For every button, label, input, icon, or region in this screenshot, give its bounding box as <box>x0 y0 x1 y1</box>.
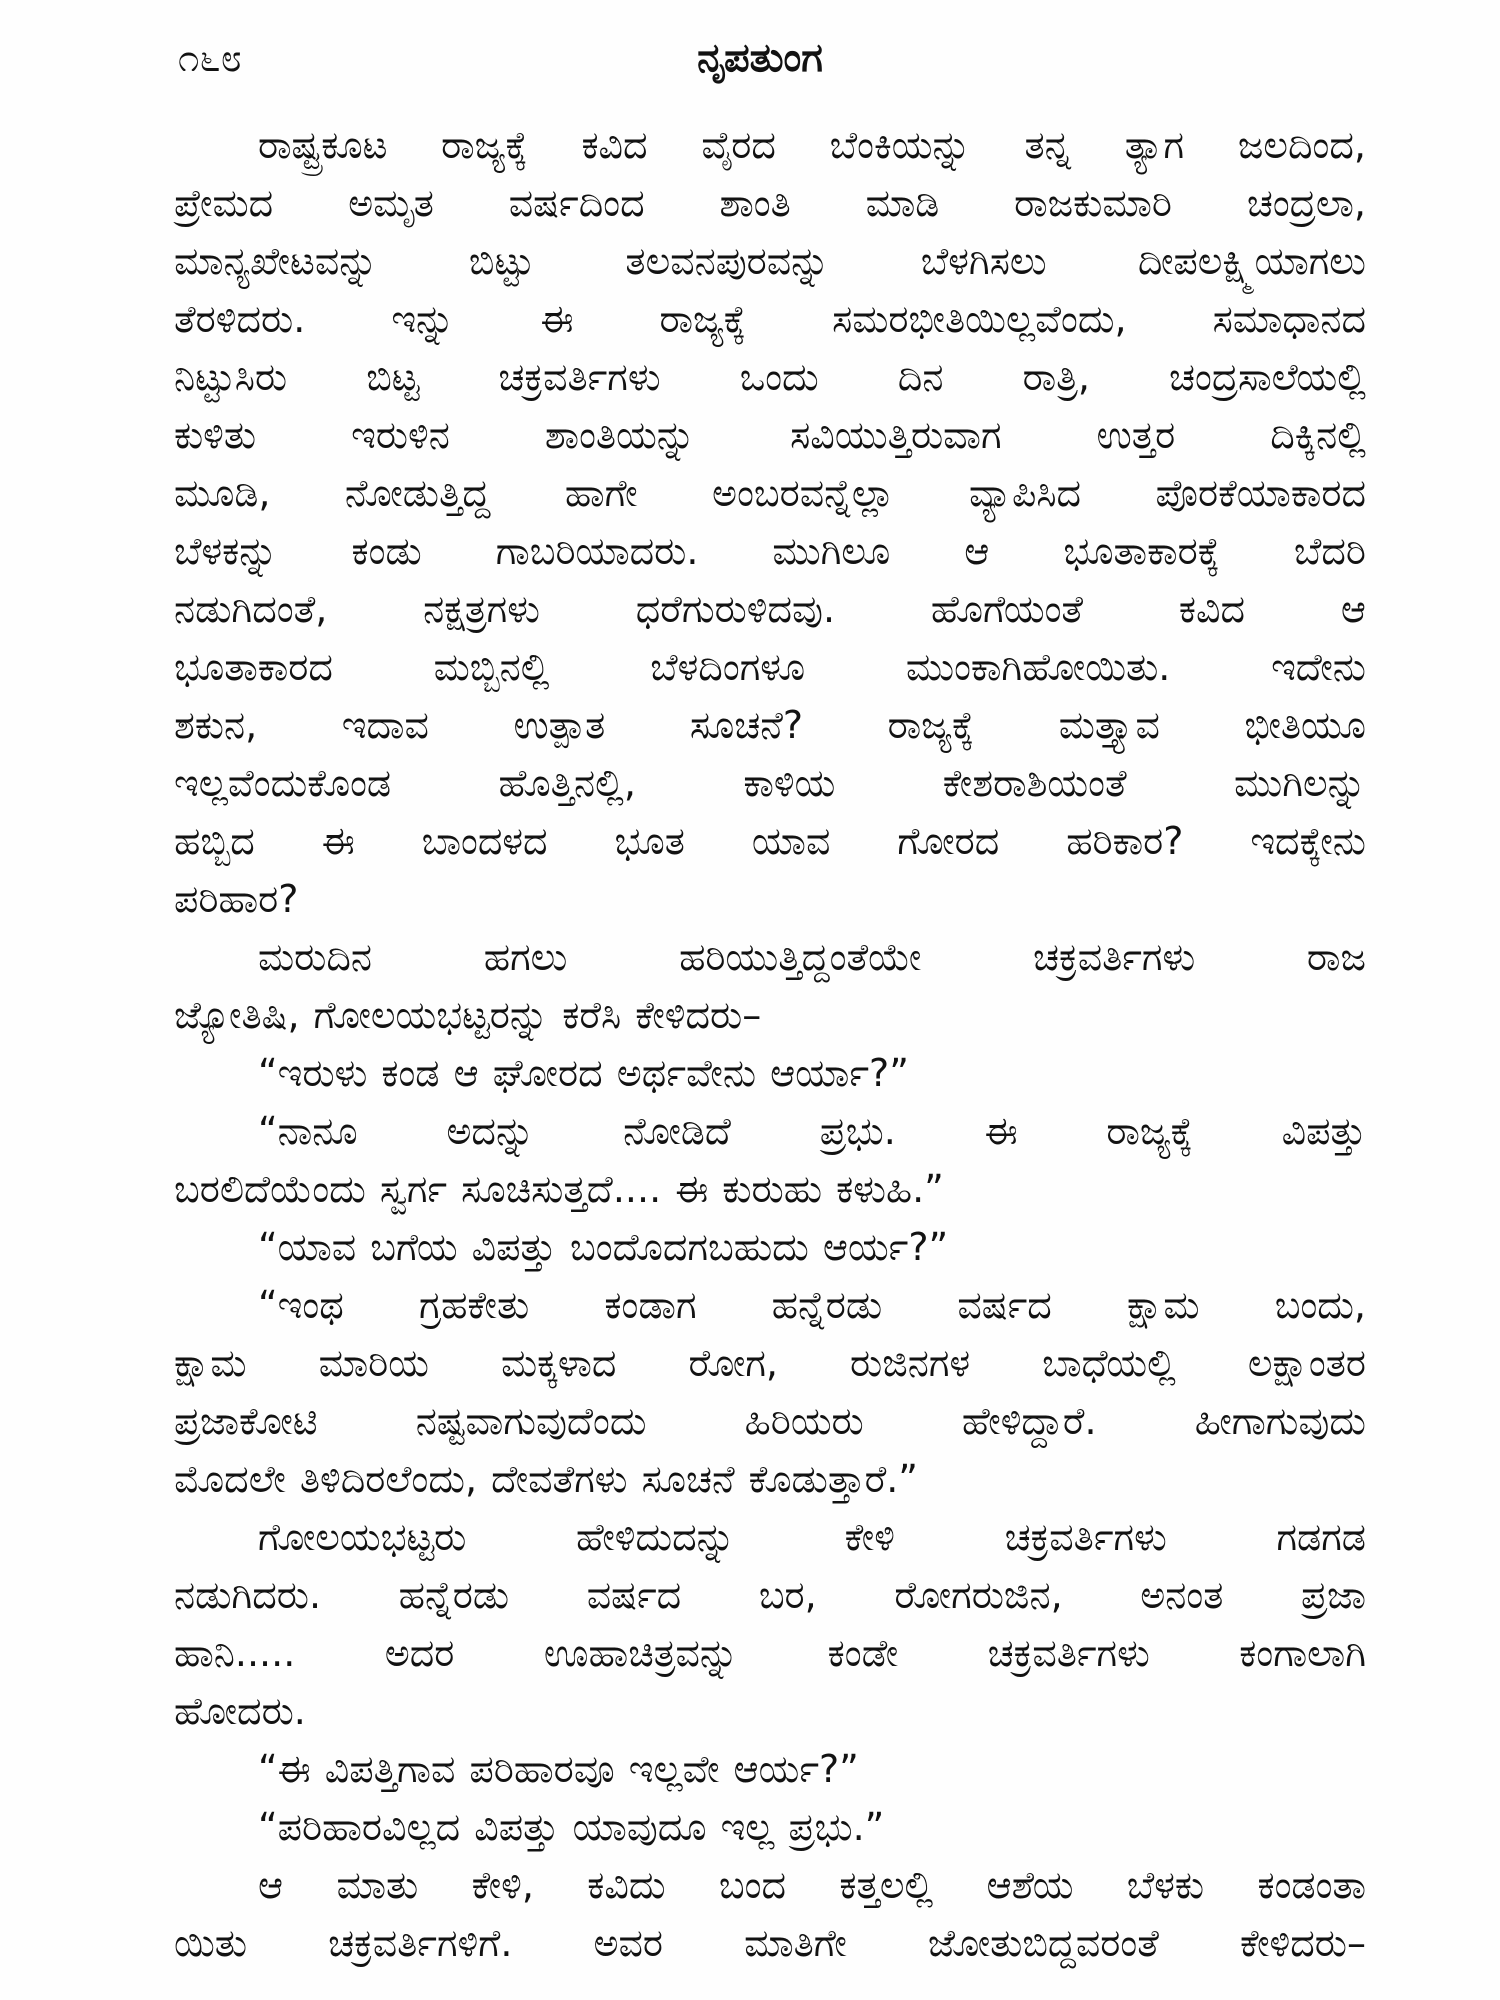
text-line: “ಇಂಥ ಗ್ರಹಕೇತು ಕಂಡಾಗ ಹನ್ನೆರಡು ವರ್ಷದ ಕ್ಷಾಮ ಬಂದು, <box>258 1283 1366 1327</box>
text-line: “ಈ ವಿಪತ್ತಿಗಾವ ಪರಿಹಾರವೂ ಇಲ್ಲವೇ ಆರ್ಯ?” <box>258 1747 859 1791</box>
text-line: ಹಾನಿ..... ಅದರ ಊಹಾಚಿತ್ರವನ್ನು ಕಂಡೇ ಚಕ್ರವರ್ತಿಗಳು ಕಂಗಾಲಾಗಿ <box>174 1631 1366 1675</box>
paragraph <box>174 1856 1366 1972</box>
running-title: ನೃಪತುಂಗ <box>697 35 823 81</box>
dialogue-paragraph <box>174 1740 1366 1798</box>
dialogue-paragraph <box>174 1276 1366 1508</box>
text-line: ಇಲ್ಲವೆಂದುಕೊಂಡ ಹೊತ್ತಿನಲ್ಲಿ, ಕಾಳಿಯ ಕೇಶರಾಶಿಯಂತೆ ಮುಗಿಲನ್ನು <box>174 761 1366 805</box>
text-line: “ನಾನೂ ಅದನ್ನು ನೋಡಿದೆ ಪ್ರಭು. ಈ ರಾಜ್ಯಕ್ಕೆ ವಿಪತ್ತು <box>258 1109 1366 1153</box>
paragraph <box>174 116 1366 928</box>
dialogue-paragraph <box>174 1798 1366 1856</box>
paragraph <box>174 928 1366 1044</box>
text-line: ನಿಟ್ಟುಸಿರು ಬಿಟ್ಟ ಚಕ್ರವರ್ತಿಗಳು ಒಂದು ದಿನ ರಾತ್ರಿ, ಚಂದ್ರಸಾಲೆಯಲ್ಲಿ <box>174 355 1366 399</box>
text-line: ಮಾನ್ಯಖೇಟವನ್ನು ಬಿಟ್ಟು ತಲವನಪುರವನ್ನು ಬೆಳಗಿಸಲು ದೀಪಲಕ್ಷ್ಮಿಯಾಗಲು <box>174 239 1366 283</box>
text-line: ಭೂತಾಕಾರದ ಮಬ್ಬಿನಲ್ಲಿ ಬೆಳದಿಂಗಳೂ ಮುಂಕಾಗಿಹೋಯಿತು. ಇದೇನು <box>174 645 1366 689</box>
text-line: “ಪರಿಹಾರವಿಲ್ಲದ ವಿಪತ್ತು ಯಾವುದೂ ಇಲ್ಲ ಪ್ರಭು.” <box>258 1805 885 1849</box>
paragraph <box>174 1508 1366 1740</box>
text-line: ಪರಿಹಾರ? <box>174 877 299 921</box>
text-line: ನಡುಗಿದರು. ಹನ್ನೆರಡು ವರ್ಷದ ಬರ, ರೋಗರುಜಿನ, ಅನಂತ ಪ್ರಜಾ <box>174 1573 1366 1617</box>
text-line: ಬೆಳಕನ್ನು ಕಂಡು ಗಾಬರಿಯಾದರು. ಮುಗಿಲೂ ಆ ಭೂತಾಕಾರಕ್ಕೆ ಬೆದರಿ <box>174 529 1366 573</box>
text-line: ಮೊದಲೇ ತಿಳಿದಿರಲೆಂದು, ದೇವತೆಗಳು ಸೂಚನೆ ಕೊಡುತ್ತಾರೆ.” <box>174 1457 918 1501</box>
text-line: ಬರಲಿದೆಯೆಂದು ಸ್ವರ್ಗ ಸೂಚಿಸುತ್ತದೆ.... ಈ ಕುರುಹು ಕಳುಹಿ.” <box>174 1167 944 1211</box>
text-line: ಪ್ರೇಮದ ಅಮೃತ ವರ್ಷದಿಂದ ಶಾಂತಿ ಮಾಡಿ ರಾಜಕುಮಾರಿ ಚಂದ್ರಲಾ, <box>174 181 1366 225</box>
text-line: ಮರುದಿನ ಹಗಲು ಹರಿಯುತ್ತಿದ್ದಂತೆಯೇ ಚಕ್ರವರ್ತಿಗಳು ರಾಜ <box>258 935 1366 979</box>
text-line: ಮೂಡಿ, ನೋಡುತ್ತಿದ್ದ ಹಾಗೇ ಅಂಬರವನ್ನೆಲ್ಲಾ ವ್ಯಾಪಿಸಿದ ಪೊರಕೆಯಾಕಾರದ <box>174 471 1366 515</box>
dialogue-paragraph <box>174 1044 1366 1102</box>
text-line: ಆ ಮಾತು ಕೇಳಿ, ಕವಿದು ಬಂದ ಕತ್ತಲಲ್ಲಿ ಆಶೆಯ ಬೆಳಕು ಕಂಡಂತಾ <box>258 1863 1366 1907</box>
text-line: “ಇರುಳು ಕಂಡ ಆ ಘೋರದ ಅರ್ಥವೇನು ಆರ್ಯಾ?” <box>258 1051 909 1095</box>
text-line: ಶಕುನ, ಇದಾವ ಉತ್ಪಾತ ಸೂಚನೆ? ರಾಜ್ಯಕ್ಕೆ ಮತ್ತ್ಯಾವ ಭೀತಿಯೂ <box>174 703 1366 747</box>
text-line: ಕುಳಿತು ಇರುಳಿನ ಶಾಂತಿಯನ್ನು ಸವಿಯುತ್ತಿರುವಾಗ ಉತ್ತರ ದಿಕ್ಕಿನಲ್ಲಿ <box>174 413 1366 457</box>
text-line: ಹೋದರು. <box>174 1689 306 1733</box>
text-line: ಕ್ಷಾಮ ಮಾರಿಯ ಮಕ್ಕಳಾದ ರೋಗ, ರುಜಿನಗಳ ಬಾಧೆಯಲ್ಲಿ ಲಕ್ಷಾಂತರ <box>174 1341 1366 1385</box>
dialogue-paragraph <box>174 1102 1366 1218</box>
text-line: ಪ್ರಜಾಕೋಟಿ ನಷ್ಟವಾಗುವುದೆಂದು ಹಿರಿಯರು ಹೇಳಿದ್ದಾರೆ. ಹೀಗಾಗುವುದು <box>174 1399 1366 1443</box>
text-line: ಜ್ಯೋತಿಷಿ, ಗೋಲಯಭಟ್ಟರನ್ನು ಕರೆಸಿ ಕೇಳಿದರು– <box>174 993 762 1037</box>
body-text <box>174 116 1366 1972</box>
text-line: “ಯಾವ ಬಗೆಯ ವಿಪತ್ತು ಬಂದೊದಗಬಹುದು ಆರ್ಯ?” <box>258 1225 949 1269</box>
text-line: ಹಬ್ಬಿದ ಈ ಬಾಂದಳದ ಭೂತ ಯಾವ ಗೋರದ ಹರಿಕಾರ? ಇದಕ್ಕೇನು <box>174 819 1366 863</box>
dialogue-paragraph <box>174 1218 1366 1276</box>
page-header <box>0 26 1500 90</box>
text-line: ನಡುಗಿದಂತೆ, ನಕ್ಷತ್ರಗಳು ಧರೆಗುರುಳಿದವು. ಹೊಗೆಯಂತೆ ಕವಿದ ಆ <box>174 587 1366 631</box>
text-line: ತೆರಳಿದರು. ಇನ್ನು ಈ ರಾಜ್ಯಕ್ಕೆ ಸಮರಭೀತಿಯಿಲ್ಲವೆಂದು, ಸಮಾಧಾನದ <box>174 297 1366 341</box>
text-line: ಯಿತು ಚಕ್ರವರ್ತಿಗಳಿಗೆ. ಅವರ ಮಾತಿಗೇ ಜೋತುಬಿದ್ದವರಂತೆ ಕೇಳಿದರು– <box>174 1921 1366 1965</box>
text-line: ಗೋಲಯಭಟ್ಟರು ಹೇಳಿದುದನ್ನು ಕೇಳಿ ಚಕ್ರವರ್ತಿಗಳು ಗಡಗಡ <box>258 1515 1366 1559</box>
text-line: ರಾಷ್ಟ್ರಕೂಟ ರಾಜ್ಯಕ್ಕೆ ಕವಿದ ವೈರದ ಬೆಂಕಿಯನ್ನು ತನ್ನ ತ್ಯಾಗ ಜಲದಿಂದ, <box>258 123 1366 167</box>
page-number: ೧೬೮ <box>178 36 242 80</box>
